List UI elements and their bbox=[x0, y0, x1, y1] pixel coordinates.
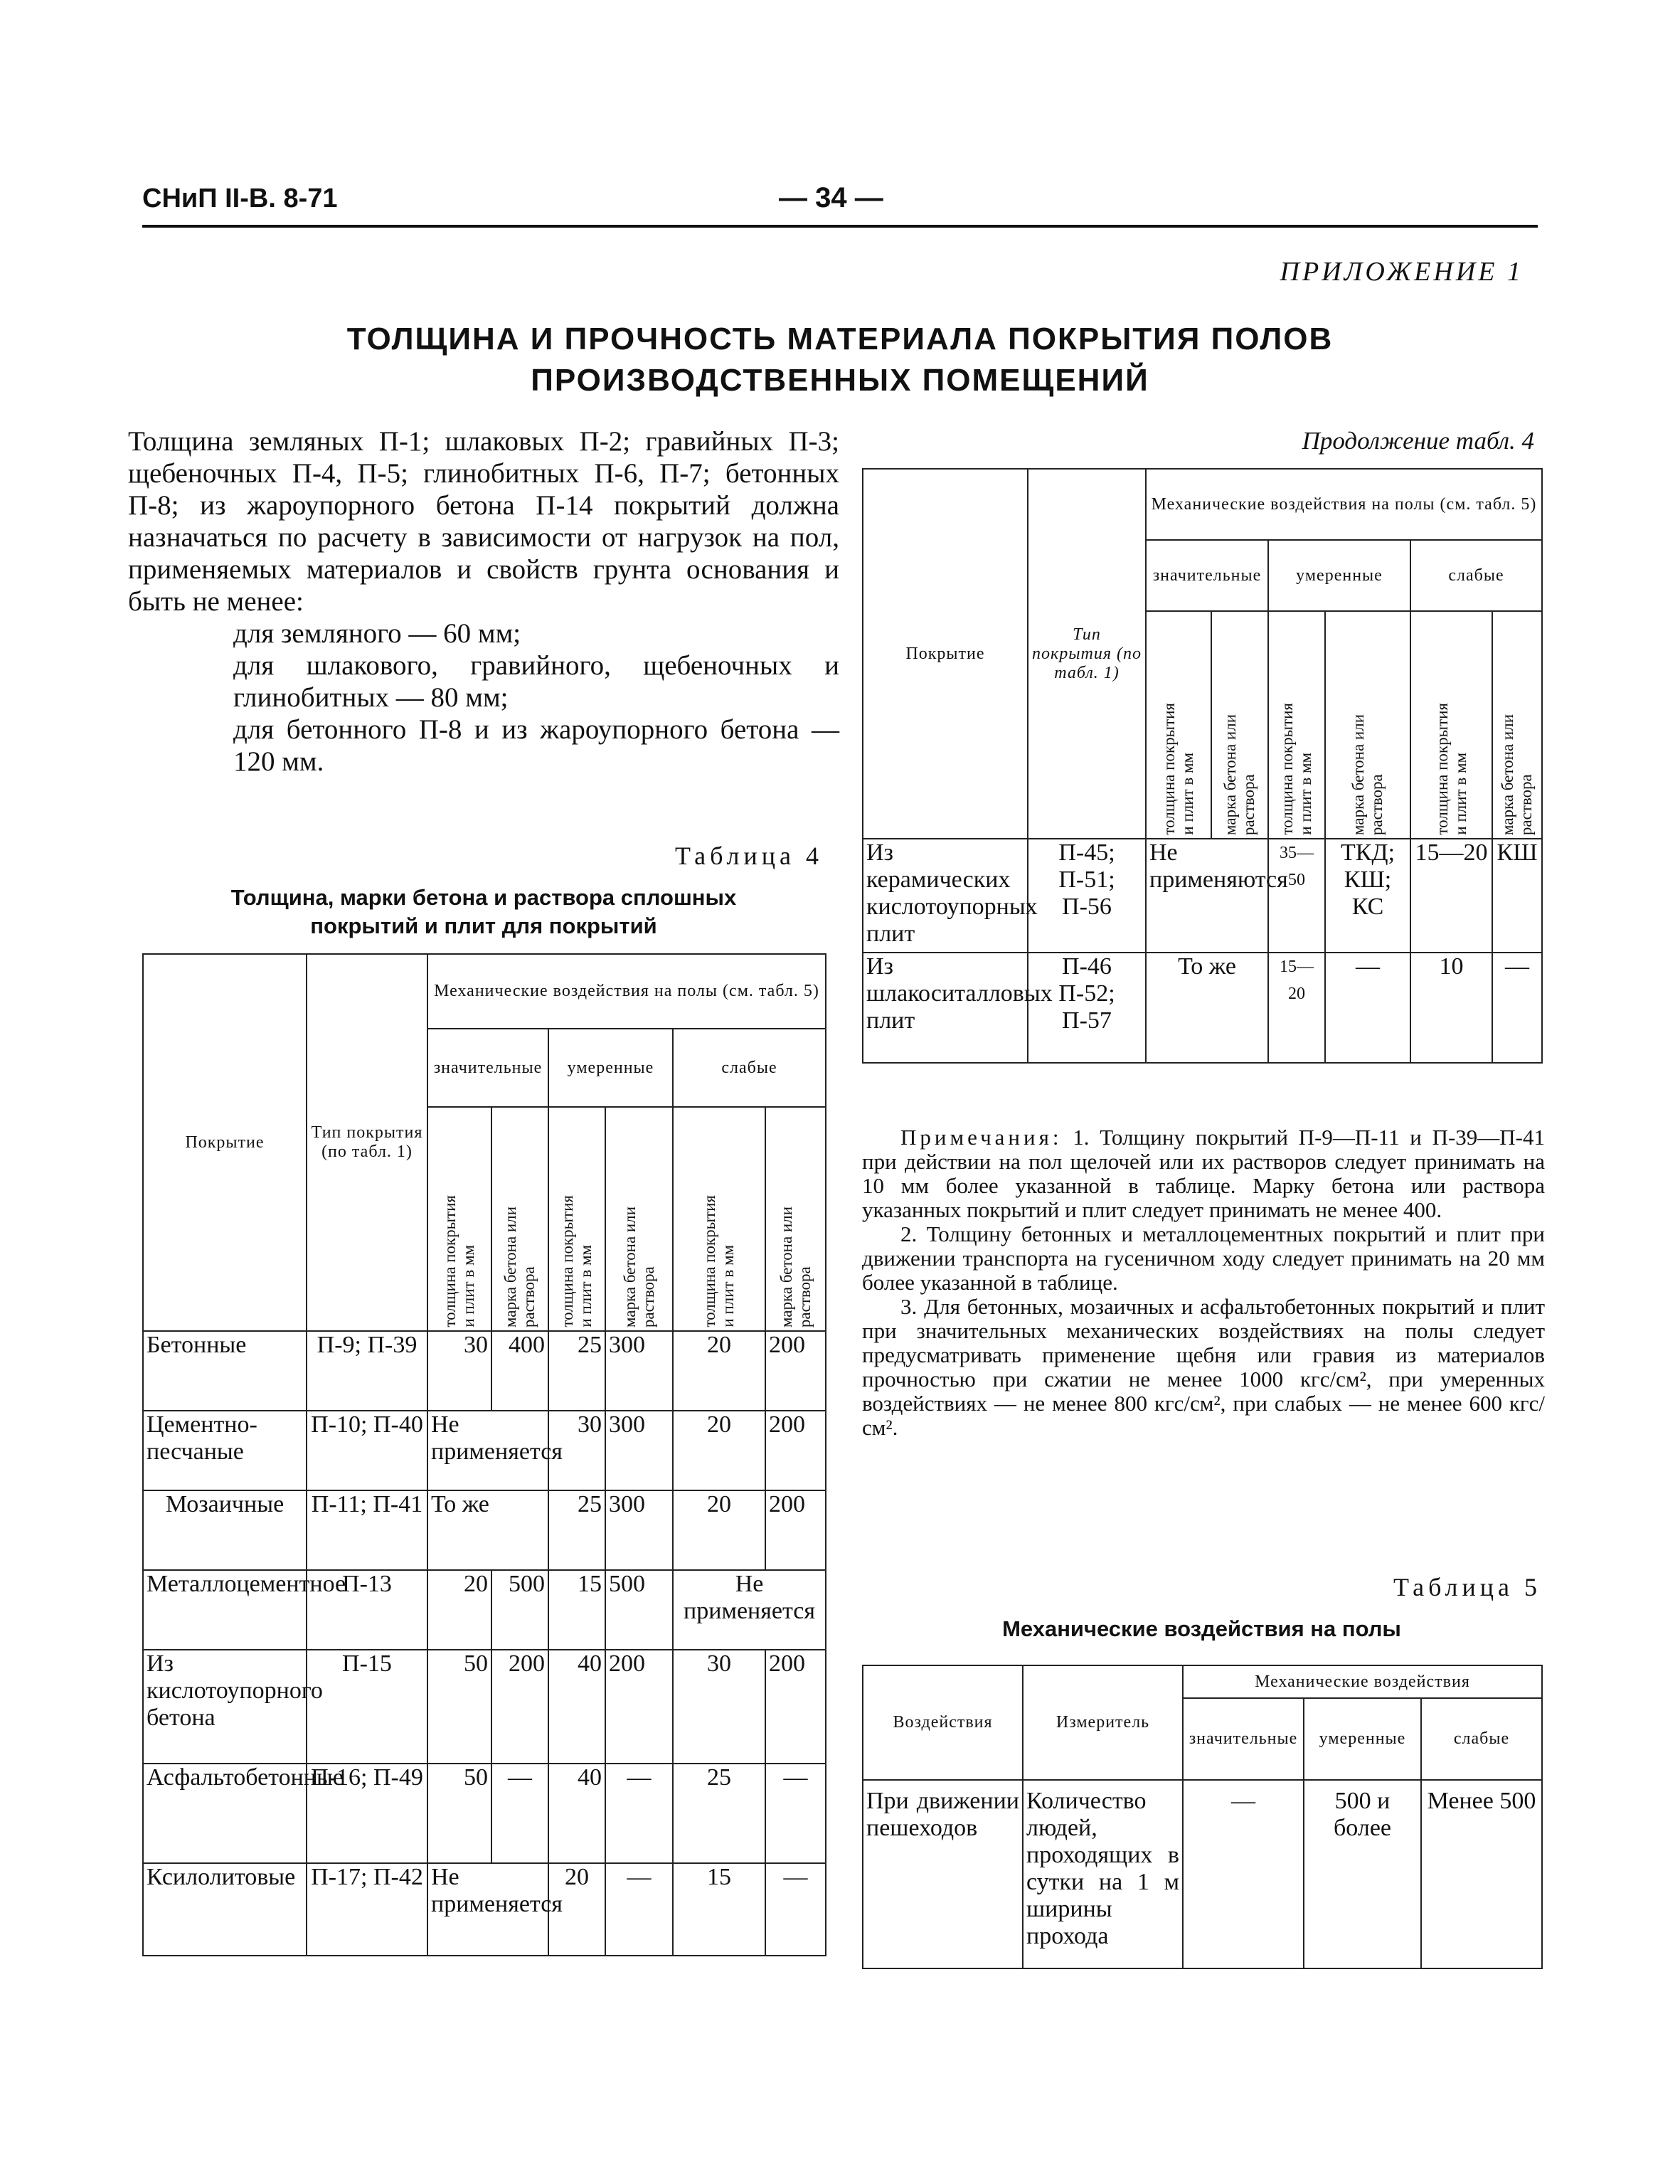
table5-header-moderate: умеренные bbox=[1304, 1698, 1421, 1780]
table4-cell-value: 20 bbox=[673, 1490, 765, 1570]
table4-header-type: Тип покрытия (по табл. 1) bbox=[307, 954, 427, 1331]
table4-cell-value: 15 bbox=[548, 1570, 605, 1650]
table4-continued bbox=[862, 468, 1543, 1064]
table4c-cell-value: — bbox=[1325, 953, 1410, 1063]
table4-cell-value: 25 bbox=[548, 1331, 605, 1411]
table4-cell-name: Мозаичные bbox=[143, 1490, 307, 1570]
table4c-header-coating: Покрытие bbox=[863, 469, 1028, 839]
table4-cell-merged: Не применяется bbox=[673, 1570, 826, 1650]
table4-cell-value: 200 bbox=[765, 1490, 826, 1570]
table-row bbox=[863, 839, 1542, 953]
table4c-cell-type: П-45; П-51; П-56 bbox=[1028, 839, 1146, 953]
table4-cell-name: Из кислотоупорного бетона bbox=[143, 1650, 307, 1764]
table4-header-grade-m: марка бетона или раствора bbox=[605, 1107, 673, 1331]
table4c-header-grade-s: марка бетона или раствора bbox=[1211, 611, 1268, 839]
table-row bbox=[143, 1411, 826, 1490]
table4-cell-value: 20 bbox=[673, 1411, 765, 1490]
intro-item-3: для бетонного П-8 и из жароупорного бетона — 120 мм. bbox=[233, 714, 839, 777]
document-code: СНиП II-В. 8-71 bbox=[142, 184, 338, 213]
table4c-header-mech: Механические воздействия на полы (см. табл. 5) bbox=[1146, 469, 1542, 540]
table5-header-action: Воздействия bbox=[863, 1665, 1023, 1780]
table4-header-grade-s: марка бетона или раствора bbox=[491, 1107, 548, 1331]
table4-header-thickness-s: толщина покрытия и плит в мм bbox=[427, 1107, 491, 1331]
table5-header-mech: Механические воздействия bbox=[1183, 1665, 1542, 1698]
table4c-header-moderate: умеренные bbox=[1268, 540, 1410, 611]
table4-header-weak: слабые bbox=[673, 1029, 826, 1107]
table4c-cell-value: 15—20 bbox=[1268, 953, 1325, 1063]
main-title-line1: ТОЛЩИНА И ПРОЧНОСТЬ МАТЕРИАЛА ПОКРЫТИЯ ПОЛОВ bbox=[346, 322, 1334, 356]
table-row bbox=[143, 1570, 826, 1650]
table4-cell-merged: Не применяется bbox=[427, 1411, 548, 1490]
table4c-cell-value: КШ bbox=[1492, 839, 1542, 953]
table5-caption: Таблица 5 bbox=[1393, 1573, 1541, 1601]
table4c-cell-type: П-46 П-52; П-57 bbox=[1028, 953, 1146, 1063]
table4-cell-value: — bbox=[605, 1863, 673, 1956]
table4-cell-value: 20 bbox=[673, 1331, 765, 1411]
table4-cell-value: 300 bbox=[605, 1331, 673, 1411]
table-row bbox=[143, 1490, 826, 1570]
table5-header-significant: значительные bbox=[1183, 1698, 1304, 1780]
appendix-label: ПРИЛОЖЕНИЕ 1 bbox=[1280, 257, 1524, 287]
table4-cell-value: — bbox=[765, 1863, 826, 1956]
table4-cell-type: П-17; П-42 bbox=[307, 1863, 427, 1956]
table4-cell-value: 25 bbox=[548, 1490, 605, 1570]
table4-cell-value: 30 bbox=[673, 1650, 765, 1764]
table4-cell-value: 200 bbox=[765, 1331, 826, 1411]
note-1: 1. Толщину покрытий П-9—П-11 и П-39—П-41 при действии на пол щелочей или их растворов следует принимать на 10 мм более указанной в таблице. Марку бетона или раствора указанных покрытий и плит следует принимать не менее 400. bbox=[862, 1125, 1545, 1222]
table4 bbox=[142, 953, 826, 1956]
table4-cell-type: П-13 bbox=[307, 1570, 427, 1650]
table4c-cell-value: — bbox=[1492, 953, 1542, 1063]
table4-cell-value: 50 bbox=[427, 1764, 491, 1863]
header-rule bbox=[142, 225, 1538, 228]
table4c-header-weak: слабые bbox=[1410, 540, 1542, 611]
table4c-cell-value: 35—50 bbox=[1268, 839, 1325, 953]
table4-header-grade-w: марка бетона или раствора bbox=[765, 1107, 826, 1331]
table4-cell-type: П-11; П-41 bbox=[307, 1490, 427, 1570]
table4-title bbox=[142, 884, 825, 940]
table4c-header-thickness-s: толщина покрытия и плит в мм bbox=[1146, 611, 1211, 839]
notes-heading: Примечания: bbox=[900, 1125, 1063, 1150]
table4c-header-grade-m: марка бетона или раствора bbox=[1325, 611, 1410, 839]
table5-cell-moderate: 500 и более bbox=[1304, 1780, 1421, 1968]
table5-header-weak: слабые bbox=[1421, 1698, 1542, 1780]
table4-cell-value: 300 bbox=[605, 1490, 673, 1570]
table4c-cell-name: Из керамических кислотоупорных плит bbox=[863, 839, 1028, 953]
table-row bbox=[863, 1780, 1542, 1968]
intro-item-1: для земляного — 60 мм; bbox=[233, 618, 521, 649]
table4-cell-value: — bbox=[491, 1764, 548, 1863]
table5-header-meter: Измеритель bbox=[1023, 1665, 1183, 1780]
table4-cell-value: 500 bbox=[605, 1570, 673, 1650]
note-2: 2. Толщину бетонных и металлоцементных покрытий и плит при движении транспорта на гусеничном ходу следует принимать на 20 мм более указанной в таблице. bbox=[862, 1221, 1545, 1295]
table4-cell-value: 200 bbox=[765, 1411, 826, 1490]
table4-header-thickness-m: толщина покрытия и плит в мм bbox=[548, 1107, 605, 1331]
table4-header-coating: Покрытие bbox=[143, 954, 307, 1331]
table4-title-line2: покрытий и плит для покрытий bbox=[310, 913, 657, 938]
table5-cell-weak: Менее 500 bbox=[1421, 1780, 1542, 1968]
main-title-line2: ПРОИЗВОДСТВЕННЫХ ПОМЕЩЕНИЙ bbox=[531, 363, 1149, 398]
table4-cell-value: 30 bbox=[427, 1331, 491, 1411]
table4-cell-value: 200 bbox=[491, 1650, 548, 1764]
table4-cell-value: 40 bbox=[548, 1764, 605, 1863]
notes-block bbox=[862, 1125, 1545, 1440]
table4-cell-type: П-15 bbox=[307, 1650, 427, 1764]
table-row bbox=[143, 1650, 826, 1764]
table4-cell-name: Асфальтобетонные bbox=[143, 1764, 307, 1863]
table4-cell-value: 15 bbox=[673, 1863, 765, 1956]
table5-title: Механические воздействия на полы bbox=[1002, 1616, 1401, 1641]
table4-cell-value: 50 bbox=[427, 1650, 491, 1764]
table5-cell-action: При движении пешеходов bbox=[863, 1780, 1023, 1968]
intro-paragraph: Толщина земляных П-1; шлаковых П-2; гравийных П-3; щебеночных П-4, П-5; глинобитных П-6, П-7; бетонных П-8; из жароупорного бетона П-14 покрытий должна назначаться по расчету в зависимости от нагрузок на пол, применяемых материалов и свойств грунта основания и быть не менее: bbox=[128, 426, 839, 617]
table4-caption: Таблица 4 bbox=[675, 842, 823, 870]
table4-header-thickness-w: толщина покрытия и плит в мм bbox=[673, 1107, 765, 1331]
table4c-header-thickness-w: толщина покрытия и плит в мм bbox=[1410, 611, 1492, 839]
table4c-cell-value: 10 bbox=[1410, 953, 1492, 1063]
page-number: — 34 — bbox=[779, 182, 883, 213]
table4-cell-merged: Не применяется bbox=[427, 1863, 548, 1956]
main-title bbox=[142, 319, 1538, 401]
table4c-header-grade-w: марка бетона или раствора bbox=[1492, 611, 1542, 839]
table4-cell-value: 400 bbox=[491, 1331, 548, 1411]
table4c-cell-value: ТКД; КШ; КС bbox=[1325, 839, 1410, 953]
table4-cell-merged: То же bbox=[427, 1490, 548, 1570]
table4-cell-value: 500 bbox=[491, 1570, 548, 1650]
table4c-header-significant: значительные bbox=[1146, 540, 1268, 611]
table4c-cell-merged: То же bbox=[1146, 953, 1268, 1063]
table5-cell-significant: — bbox=[1183, 1780, 1304, 1968]
table4-header-mech: Механические воздействия на полы (см. табл. 5) bbox=[427, 954, 826, 1029]
table4-cell-name: Металлоцементное bbox=[143, 1570, 307, 1650]
table4-cell-type: П-9; П-39 bbox=[307, 1331, 427, 1411]
table5 bbox=[862, 1665, 1543, 1969]
table4c-cell-merged: Не применяются bbox=[1146, 839, 1268, 953]
table4-header-significant: значительные bbox=[427, 1029, 548, 1107]
table4-cell-value: 20 bbox=[427, 1570, 491, 1650]
table4-cell-value: 40 bbox=[548, 1650, 605, 1764]
table4-cell-type: П-16; П-49 bbox=[307, 1764, 427, 1863]
table4-cell-value: 200 bbox=[605, 1650, 673, 1764]
table4c-header-thickness-m: толщина покрытия и плит в мм bbox=[1268, 611, 1325, 839]
table4c-header-type: Тип покрытия (по табл. 1) bbox=[1028, 469, 1146, 839]
table4-cell-value: 20 bbox=[548, 1863, 605, 1956]
note-3: 3. Для бетонных, мозаичных и асфальтобетонных покрытий и плит при значительных механических воздействиях на полы следует предусматривать применение щебня или гравия из материалов прочностью при сжатии не менее 1000 кгс/см², при умеренных воздействиях — не менее 800 кгс/см², при слабых — не менее 600 кгс/см². bbox=[862, 1294, 1545, 1440]
table-row bbox=[863, 953, 1542, 1063]
table4c-cell-name: Из шлакоситалловых плит bbox=[863, 953, 1028, 1063]
table5-cell-meter: Количество людей, проходящих в сутки на 1 м ширины прохода bbox=[1023, 1780, 1183, 1968]
table4-cell-name: Цементно-песчаные bbox=[143, 1411, 307, 1490]
table-row bbox=[143, 1863, 826, 1956]
table4-cell-value: — bbox=[605, 1764, 673, 1863]
table4-cell-value: 200 bbox=[765, 1650, 826, 1764]
table-row bbox=[143, 1331, 826, 1411]
table4-cell-type: П-10; П-40 bbox=[307, 1411, 427, 1490]
table4-title-line1: Толщина, марки бетона и раствора сплошных bbox=[230, 885, 737, 910]
table4-cell-value: 300 bbox=[605, 1411, 673, 1490]
table4-header-moderate: умеренные bbox=[548, 1029, 673, 1107]
table4-cell-value: — bbox=[765, 1764, 826, 1863]
table-row bbox=[143, 1764, 826, 1863]
table4-cell-name: Ксилолитовые bbox=[143, 1863, 307, 1956]
table4-cont-caption: Продолжение табл. 4 bbox=[1302, 427, 1534, 455]
intro-text bbox=[128, 425, 839, 778]
intro-item-2: для шлакового, гравийного, щебеночных и глинобитных — 80 мм; bbox=[233, 650, 839, 713]
table4-cell-value: 25 bbox=[673, 1764, 765, 1863]
table4c-cell-value: 15—20 bbox=[1410, 839, 1492, 953]
table4-cell-value: 30 bbox=[548, 1411, 605, 1490]
table4-cell-name: Бетонные bbox=[143, 1331, 307, 1411]
